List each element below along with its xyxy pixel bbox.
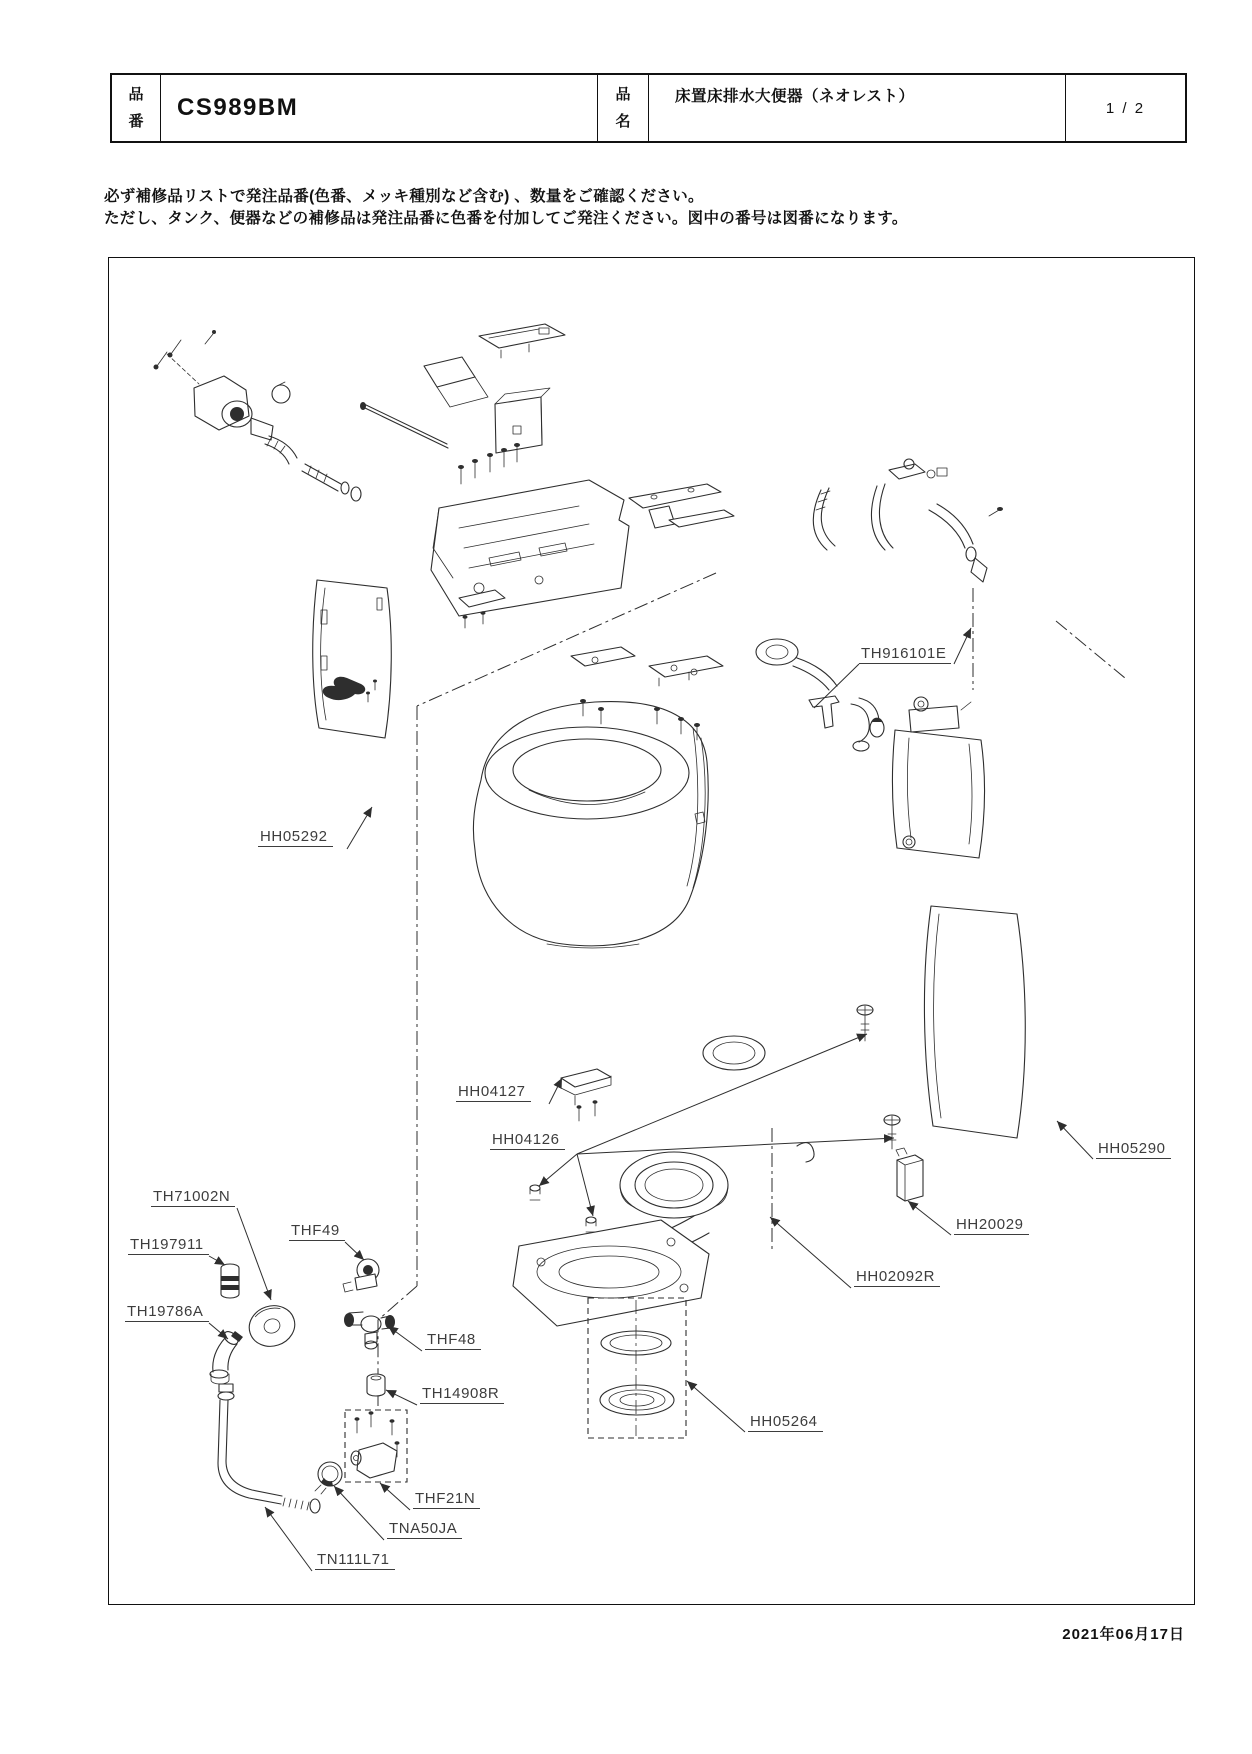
part-label-th19786a: TH19786A <box>125 1304 209 1322</box>
part-label-th197911: TH197911 <box>128 1237 209 1255</box>
part-drawing-rod <box>360 402 448 448</box>
page-indicator: 1 / 2 <box>1065 75 1185 141</box>
part-drawing-tank-unit <box>892 697 984 858</box>
part-number-label: 品 番 <box>128 86 144 130</box>
part-drawing-chassis <box>431 480 629 628</box>
part-label-thf48: THF48 <box>425 1332 481 1350</box>
title-block <box>110 73 1187 143</box>
part-drawing-side-panel-left <box>313 580 392 738</box>
part-label-hh04126: HH04126 <box>490 1132 565 1150</box>
part-label-hh05264: HH05264 <box>748 1414 823 1432</box>
part-drawing-block <box>424 357 488 407</box>
part-number-value: CS989BM <box>160 75 597 141</box>
part-drawing-top-plate <box>479 324 565 358</box>
part-label-hh04127: HH04127 <box>456 1084 531 1102</box>
part-drawing-control-box <box>495 388 550 453</box>
part-label-hh05290: HH05290 <box>1096 1141 1171 1159</box>
exploded-parts-diagram <box>108 257 1195 1605</box>
order-notice-line2: ただし、タンク、便器などの補修品は発注品番に色番を付加してご発注ください。図中の番号は図番になります。 <box>104 210 908 227</box>
order-notice-line1: 必ず補修品リストで発注品番(色番、メッキ種別など含む) 、数量をご確認ください。 <box>104 188 704 205</box>
part-drawing-toilet-bowl <box>473 702 708 948</box>
part-label-tna50ja: TNA50JA <box>387 1521 462 1539</box>
order-notice <box>104 186 908 230</box>
part-label-th916101e: TH916101E <box>859 646 951 664</box>
part-label-tn111l71: TN111L71 <box>315 1552 395 1570</box>
part-drawing-supply-parts <box>210 1259 407 1513</box>
part-drawing-small-bracket <box>561 1069 611 1121</box>
part-drawing-hose-assembly <box>813 459 1003 582</box>
part-label-thf49: THF49 <box>289 1223 345 1241</box>
part-label-thf21n: THF21N <box>413 1491 480 1509</box>
part-label-hh02092r: HH02092R <box>854 1269 940 1287</box>
part-drawing-gasket-set <box>588 1298 686 1438</box>
part-name-value: 床置床排水大便器（ネオレスト） <box>648 75 1065 141</box>
exploded-view-drawing <box>109 258 1194 1604</box>
part-drawing-side-panel-right <box>924 906 1025 1138</box>
part-label-hh20029: HH20029 <box>954 1217 1029 1235</box>
part-label-th71002n: TH71002N <box>151 1189 235 1207</box>
part-label-th14908r: TH14908R <box>420 1386 504 1404</box>
part-drawing-drain-assembly <box>513 1036 814 1326</box>
revision-date: 2021年06月17日 <box>1062 1626 1185 1643</box>
part-drawing-brackets <box>629 484 734 528</box>
part-drawing-pump-unit <box>154 330 362 501</box>
part-label-hh05292: HH05292 <box>258 829 333 847</box>
part-name-label: 品 名 <box>597 75 648 141</box>
part-drawing-small-box <box>896 1148 923 1201</box>
